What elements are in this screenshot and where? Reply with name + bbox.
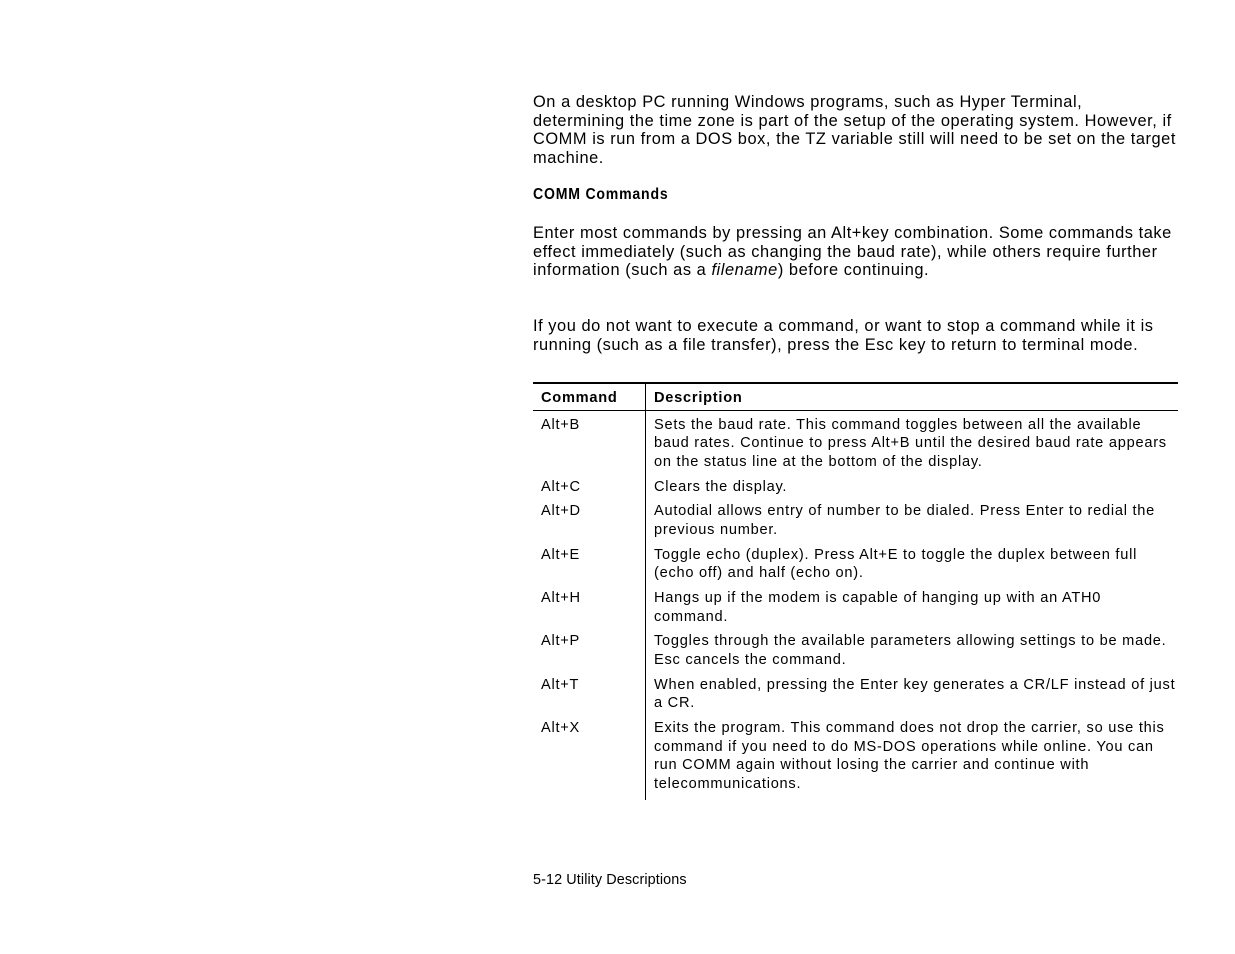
table-header-row xyxy=(533,383,1178,410)
escape-paragraph: If you do not want to execute a command, or want to stop a command while it is running (such as a file transfer), press the Esc key to return to terminal mode. xyxy=(533,317,1154,354)
description-cell: Sets the baud rate. This command toggles between all the available baud rates. Continue to press Alt+B until the desired baud rate appears on the status line at the bottom of the display. xyxy=(654,416,1167,470)
table-row xyxy=(533,676,1178,719)
description-cell: Hangs up if the modem is capable of hanging up with an ATH0 command. xyxy=(654,590,1102,625)
commands-paragraph xyxy=(533,224,1178,280)
table-row xyxy=(533,589,1178,632)
description-column-header: Description xyxy=(646,383,1179,410)
command-cell: Alt+C xyxy=(533,478,646,503)
command-cell: Alt+D xyxy=(533,502,646,545)
command-cell: Alt+X xyxy=(533,719,646,800)
commands-paragraph-text-after: ) before continuing. xyxy=(777,261,930,280)
command-cell: Alt+P xyxy=(533,632,646,675)
description-cell: Autodial allows entry of number to be dialed. Press Enter to redial the previous number. xyxy=(654,503,1156,538)
section-heading: COMM Commands xyxy=(533,186,669,203)
command-column-header: Command xyxy=(533,383,646,410)
description-cell: When enabled, pressing the Enter key generates a CR/LF instead of just a CR. xyxy=(654,676,1176,712)
command-cell: Alt+B xyxy=(533,410,646,477)
page-footer: 5-12 Utility Descriptions xyxy=(533,872,687,888)
command-cell: Alt+T xyxy=(533,676,646,719)
table-row xyxy=(533,502,1178,545)
commands-paragraph-text-before: Enter most commands by pressing an Alt+key combination. Some commands take effect immediately (such as changing the baud rate), while others require further information (such as a xyxy=(533,224,1172,280)
command-cell: Alt+E xyxy=(533,546,646,589)
table-row xyxy=(533,546,1178,589)
command-cell: Alt+H xyxy=(533,589,646,632)
table-row xyxy=(533,719,1178,800)
description-cell: Exits the program. This command does not drop the carrier, so use this command if you need to do MS-DOS operations while online. You can run COMM again without losing the carrier and continue with telecommunications. xyxy=(654,720,1165,792)
filename-emphasis: filename xyxy=(711,261,778,280)
table-row xyxy=(533,632,1178,675)
commands-table xyxy=(533,382,1178,800)
description-cell: Toggle echo (duplex). Press Alt+E to toggle the duplex between full (echo off) and half (echo on). xyxy=(654,546,1138,582)
description-cell: Toggles through the available parameters allowing settings to be made. Esc cancels the command. xyxy=(654,633,1167,669)
intro-paragraph: On a desktop PC running Windows programs, such as Hyper Terminal, determining the time zone is part of the setup of the operating system. However, if COMM is run from a DOS box, the TZ variable still will need to be set on the target machine. xyxy=(533,93,1176,167)
table-row xyxy=(533,478,1178,503)
description-cell: Clears the display. xyxy=(654,478,788,495)
table-row xyxy=(533,410,1178,477)
